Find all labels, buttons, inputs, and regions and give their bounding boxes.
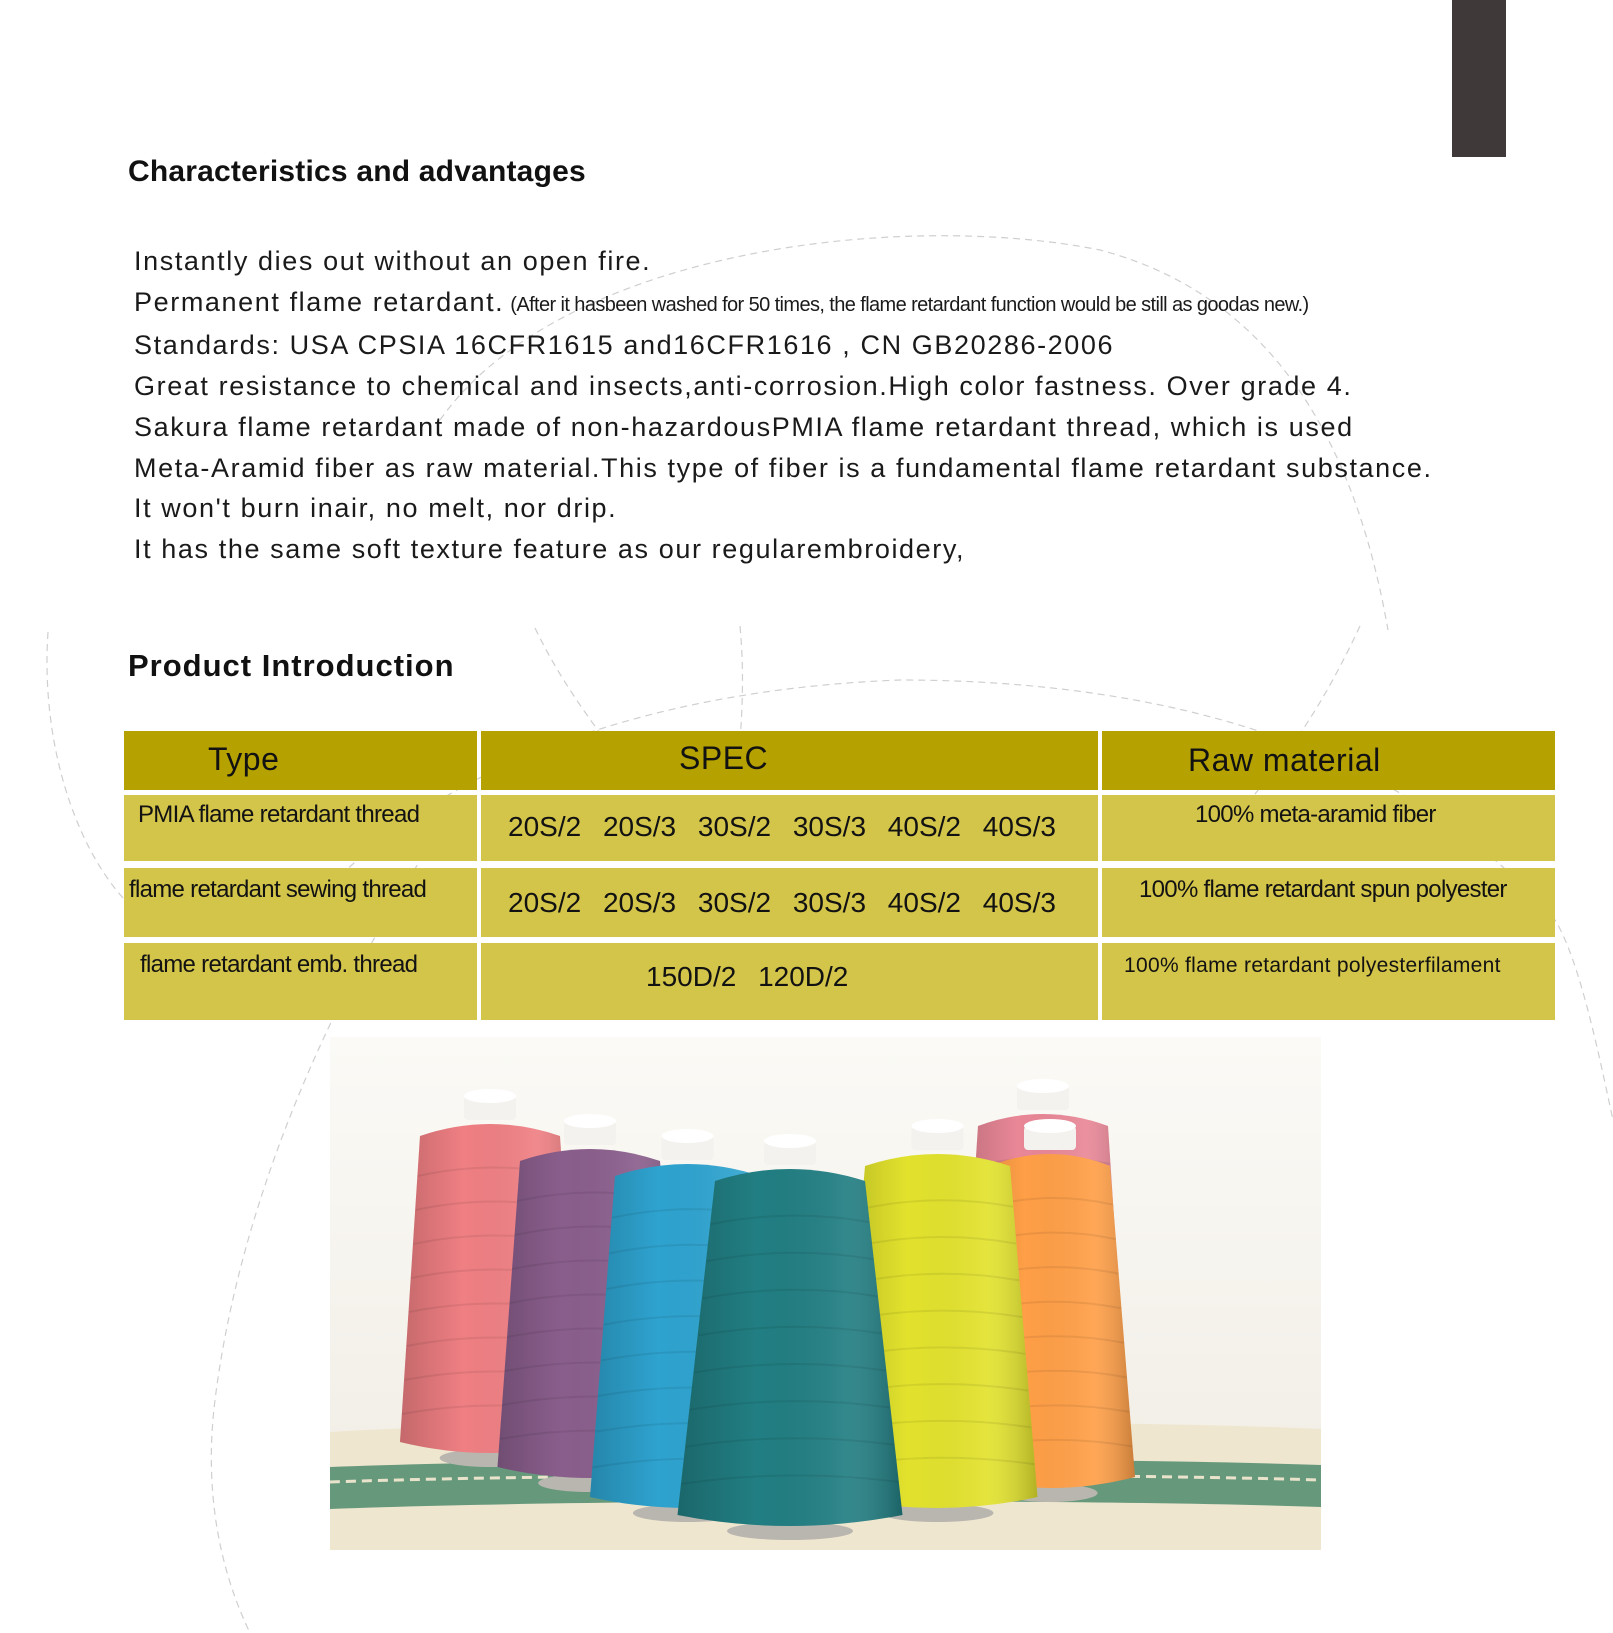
table-row: 20S/2 20S/3 30S/2 30S/3 40S/2 40S/3 [481,868,1098,937]
characteristics-heading: Characteristics and advantages [128,155,586,188]
spec-table [124,731,1555,1020]
table-row: flame retardant sewing thread [124,868,477,937]
table-header-raw-material: Raw material [1102,731,1555,790]
table-row: flame retardant emb. thread [124,943,477,1020]
characteristic-item: It won't burn inair, no melt, nor drip. [134,493,618,524]
table-row: 100% meta-aramid fiber [1102,795,1555,861]
thread-cones-illustration [330,1037,1321,1550]
characteristic-item: Standards: USA CPSIA 16CFR1615 and16CFR1616 , CN GB20286-2006 [134,330,1115,361]
characteristic-item: Instantly dies out without an open fire. [134,246,652,276]
thread-cones-photo [330,1037,1321,1550]
characteristic-item: Permanent flame retardant. (After it hasbeen washed for 50 times, the flame retardant function would be still as goodas new.) [134,286,1309,317]
characteristic-item: Great resistance to chemical and insects,anti-corrosion.High color fastness. Over grade 4. [134,371,1353,402]
table-row: 150D/2 120D/2 [481,943,1098,1020]
table-row: 100% flame retardant spun polyester [1102,868,1555,937]
characteristics-list [134,241,1604,570]
characteristic-item: It has the same soft texture feature as our regularembroidery, [134,533,966,564]
characteristic-note: (After it hasbeen washed for 50 times, the flame retardant function would be still as goodas new.) [510,293,1309,316]
table-row: 20S/2 20S/3 30S/2 30S/3 40S/2 40S/3 [481,795,1098,861]
corner-accent-bar [1452,0,1506,157]
product-intro-heading: Product Introduction [128,648,455,683]
table-header-spec: SPEC [481,731,1098,790]
table-row: PMIA flame retardant thread [124,795,477,861]
characteristic-item: Meta-Aramid fiber as raw material.This type of fiber is a fundamental flame retardant substance. [134,452,1433,483]
table-row: 100% flame retardant polyesterfilament [1102,943,1555,1020]
characteristic-item: Sakura flame retardant made of non-hazardousPMIA flame retardant thread, which is used [134,411,1354,442]
table-header-type: Type [124,731,477,790]
